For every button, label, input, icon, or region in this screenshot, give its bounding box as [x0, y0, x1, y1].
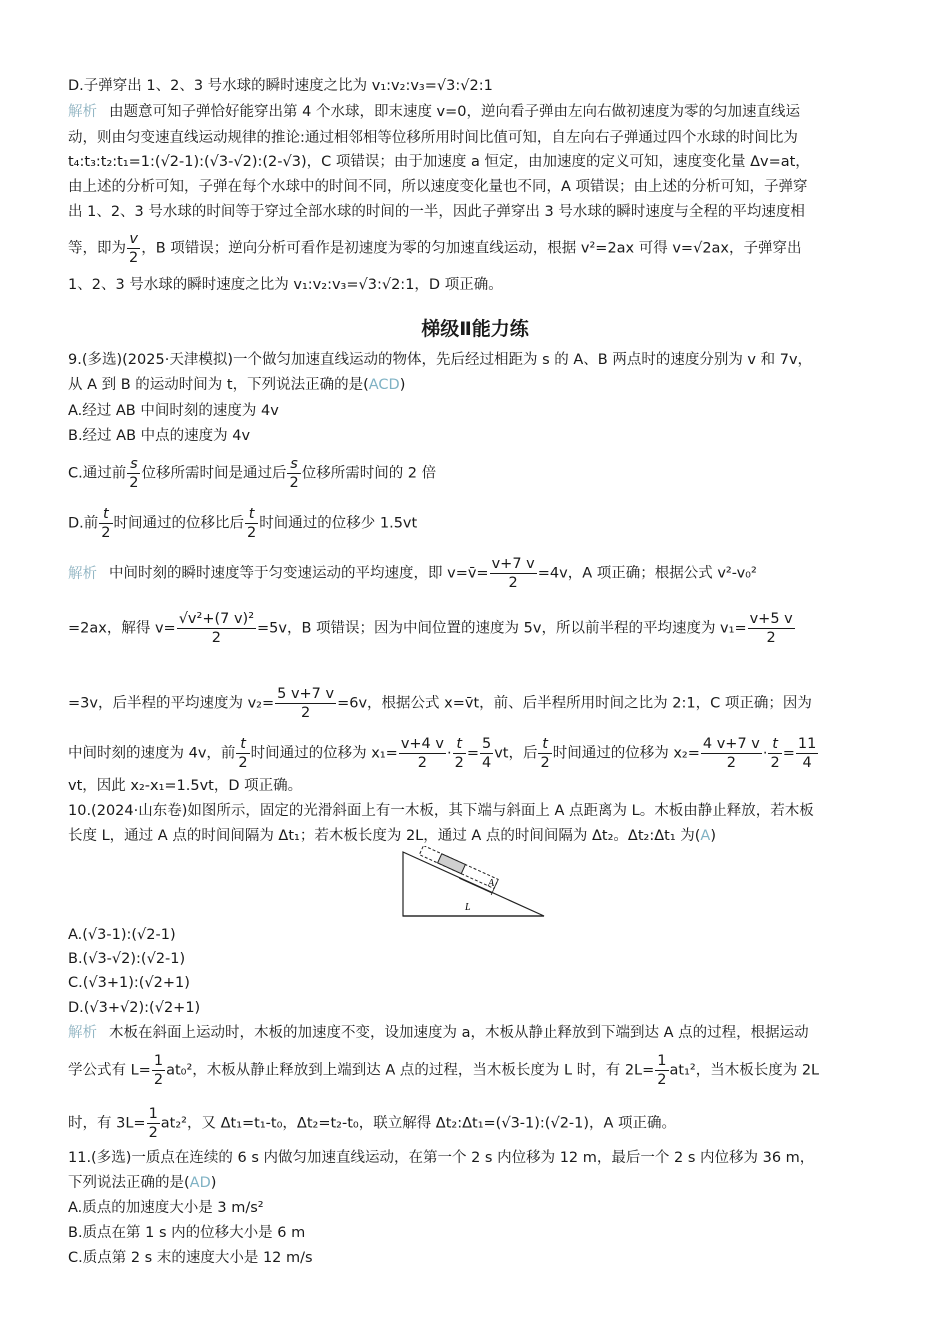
q10-option-b: B.(√3-√2):(√2-1) — [68, 951, 186, 967]
q9-stem-line-1: 9.(多选)(2025·天津模拟)一个做匀加速直线运动的物体，先后经过相距为 s 的 A、B 两点时的速度分别为 v 和 7v， — [68, 352, 813, 368]
q8-analysis-line-2: 动，则由匀变速直线运动规律的推论:通过相邻相等位移所用时间比值可知，自左向右子弹通过四个水球的时间比为 — [68, 130, 798, 146]
q8-analysis-line-3: t₄:t₃:t₂:t₁=1:(√2-1):(√3-√2):(2-√3)，C 项错误；由于加速度 a 恒定，由加速度的定义可知，速度变化量 Δv=at， — [68, 154, 810, 170]
q11-option-c: C.质点第 2 s 末的速度大小是 12 m/s — [68, 1250, 313, 1266]
incline-triangle — [403, 852, 544, 916]
q10-answer: A — [700, 828, 711, 844]
label-a: A — [488, 878, 495, 889]
section-heading: 梯级Ⅱ能力练 — [421, 318, 529, 340]
fraction-v-over-2: $\frac{v}{2}$ — [129, 231, 139, 266]
q11-stem-line-2: 下列说法正确的是(AD) — [68, 1175, 217, 1191]
q8-option-d: D.子弹穿出 1、2、3 号水球的瞬时速度之比为 v₁:v₂:v₃=√3:√2:1 — [68, 78, 493, 94]
q10-analysis-line-2: 学公式有 L= $\frac{1}{2}$ at₀²，木板从静止释放到上端到达 A 点的过程，当木板长度为 L 时，有 2L= $\frac{1}{2}$ at₁²，当木板长度为 2L — [68, 1053, 820, 1088]
q10-stem-line-1: 10.(2024·山东卷)如图所示，固定的光滑斜面上有一木板，其下端与斜面上 A 点距离为 L。木板由静止释放，若木板 — [68, 803, 814, 819]
analysis-label: 解析 — [68, 104, 97, 120]
q8-analysis-line-1: 解析 由题意可知子弹恰好能穿出第 4 个水球，即末速度 v=0，逆向看子弹由左向右做初速度为零的匀加速直线运 — [68, 104, 801, 120]
q10-option-c: C.(√3+1):(√2+1) — [68, 975, 190, 991]
q10-analysis-line-3: 时，有 3L= $\frac{1}{2}$ at₂²，又 Δt₁=t₁-t₀，Δt₂=t₂-t₀，联立解得 Δt₂:Δt₁=(√3-1):(√2-1)，A 项正确。 — [68, 1106, 677, 1141]
q8-analysis-line-7: 1、2、3 号水球的瞬时速度之比为 v₁:v₂:v₃=√3:√2:1，D 项正确。 — [68, 277, 503, 293]
q9-analysis-line-5: vt，因此 x₂-x₁=1.5vt，D 项正确。 — [68, 778, 303, 794]
incline-board-figure — [398, 846, 548, 920]
q9-analysis-line-4: 中间时刻的速度为 4v，前 $\frac{t}{2}$ 时间通过的位移为 x₁= $\frac{v+4 v}{2}$ · $\frac{t}{2}$ = $\frac{5}{4}$ vt，后 $\frac{t}{2}$ 时间通过的位移为 x₂= $\frac{4 v+7 v}{2}$ · $\frac{t}{2}$ = $\frac{11}{4}$ — [68, 736, 817, 771]
q11-stem-line-1: 11.(多选)一质点在连续的 6 s 内做匀加速直线运动，在第一个 2 s 内位移为 12 m，最后一个 2 s 内位移为 36 m， — [68, 1150, 815, 1166]
board — [438, 854, 466, 874]
q9-answer: ACD — [368, 377, 400, 393]
q9-analysis-line-1: 解析 中间时刻的瞬时速度等于匀变速运动的平均速度，即 v=v̄= $\frac{v+7 v}{2}$ =4v，A 项正确；根据公式 v²-v₀² — [68, 556, 757, 591]
q9-option-a: A.经过 AB 中间时刻的速度为 4v — [68, 403, 279, 419]
q8-analysis-line-5: 出 1、2、3 号水球的时间等于穿过全部水球的时间的一半，因此子弹穿出 3 号水球的瞬时速度与全程的平均速度相 — [68, 204, 805, 220]
q10-option-d: D.(√3+√2):(√2+1) — [68, 1000, 201, 1016]
q11-answer: AD — [189, 1175, 211, 1191]
q10-stem-line-2: 长度 L，通过 A 点的时间间隔为 Δt₁；若木板长度为 2L，通过 A 点的时间间隔为 Δt₂。Δt₂:Δt₁ 为(A) — [68, 828, 717, 844]
q9-option-c: C.通过前 $\frac{s}{2}$ 位移所需时间是通过后 $\frac{s}{2}$ 位移所需时间的 2 倍 — [68, 456, 437, 491]
q10-analysis-line-1: 解析 木板在斜面上运动时，木板的加速度不变，设加速度为 a，木板从静止释放到下端到达 A 点的过程，根据运动 — [68, 1025, 809, 1041]
q9-option-d: D.前 $\frac{t}{2}$ 时间通过的位移比后 $\frac{t}{2}$ 时间通过的位移少 1.5vt — [68, 506, 418, 541]
q11-option-b: B.质点在第 1 s 内的位移大小是 6 m — [68, 1225, 306, 1241]
q10-option-a: A.(√3-1):(√2-1) — [68, 927, 176, 943]
q8-analysis-line-4: 由上述的分析可知，子弹在每个水球中的时间不同，所以速度变化量也不同，A 项错误；由上述的分析可知，子弹穿 — [68, 179, 808, 195]
q9-analysis-line-2: =2ax，解得 v= $\frac{\text{√v²+(7 v)²}}{2}$ =5v，B 项错误；因为中间位置的速度为 5v，所以前半程的平均速度为 v₁= $\frac{v+5 v}{2}$ — [68, 611, 793, 646]
analysis-label: 解析 — [68, 565, 97, 582]
q9-option-b: B.经过 AB 中点的速度为 4v — [68, 428, 251, 444]
label-l: L — [465, 902, 471, 913]
q8-analysis-line-6: 等，即为 $\frac{v}{2}$ ，B 项错误；逆向分析可看作是初速度为零的匀加速直线运动，根据 v²=2ax 可得 v=√2ax，子弹穿出 — [68, 231, 802, 266]
analysis-label: 解析 — [68, 1025, 97, 1041]
q9-analysis-line-3: =3v，后半程的平均速度为 v₂= $\frac{5 v+7 v}{2}$ =6v，根据公式 x=v̄t，前、后半程所用时间之比为 2:1，C 项正确；因为 — [68, 686, 812, 721]
q9-stem-line-2: 从 A 到 B 的运动时间为 t，下列说法正确的是(ACD) — [68, 377, 406, 393]
q11-option-a: A.质点的加速度大小是 3 m/s² — [68, 1200, 264, 1216]
